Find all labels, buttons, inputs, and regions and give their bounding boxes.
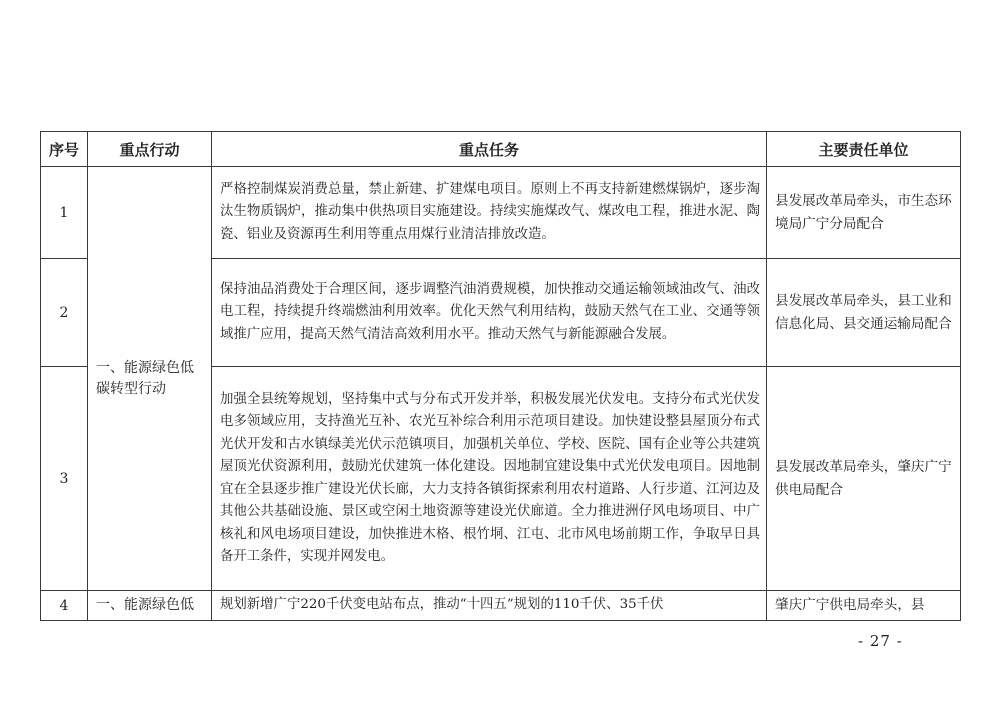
- page-number: - 27 -: [858, 632, 903, 650]
- row-action: 一、能源绿色低: [88, 591, 212, 621]
- row-index: 1: [41, 167, 88, 259]
- header-action: 重点行动: [88, 132, 212, 167]
- row-task: 严格控制煤炭消费总量，禁止新建、扩建煤电项目。原则上不再支持新建燃煤锅炉，逐步淘汰生物质锅炉，推动集中供热项目实施建设。持续实施煤改气、煤改电工程，推进水泥、陶瓷、铝业及资源再生利用等重点用煤行业清洁排放改造。: [212, 167, 767, 259]
- row-unit: 县发展改革局牵头，市生态环境局广宁分局配合: [767, 167, 961, 259]
- row-unit: 县发展改革局牵头，县工业和信息化局、县交通运输局配合: [767, 259, 961, 367]
- row-task: 保持油品消费处于合理区间，逐步调整汽油消费规模，加快推动交通运输领域油改气、油改电工程，持续提升终端燃油利用效率。优化天然气利用结构，鼓励天然气在工业、交通等领域推广应用，提高天然气清洁高效利用水平。推动天然气与新能源融合发展。: [212, 259, 767, 367]
- row-index: 2: [41, 259, 88, 367]
- row-task: 加强全县统筹规划，坚持集中式与分布式开发并举，积极发展光伏发电。支持分布式光伏发电多领域应用，支持渔光互补、农光互补综合利用示范项目建设。加快建设整县屋顶分布式光伏开发和古水镇绿美光伏示范镇项目，加强机关单位、学校、医院、国有企业等公共建筑屋顶光伏资源利用，鼓励光伏建筑一体化建设。因地制宜建设集中式光伏发电项目。因地制宜在全县逐步推广建设光伏长廊，大力支持各镇街探索利用农村道路、人行步道、江河边及其他公共基础设施、景区或空闲土地资源等建设光伏廊道。全力推进洲仔风电场项目、中广核礼和风电场项目建设，加快推进木格、根竹垌、江屯、北市风电场前期工作，争取早日具备开工条件，实现并网发电。: [212, 367, 767, 591]
- merged-action-cell: 一、能源绿色低碳转型行动: [88, 167, 212, 591]
- row-task: 规划新增广宁220千伏变电站布点，推动“十四五”规划的110千伏、35千伏: [212, 591, 767, 621]
- table-header-row: [41, 132, 961, 167]
- row-index: 3: [41, 367, 88, 591]
- row-index: 4: [41, 591, 88, 621]
- table-row: [41, 167, 961, 259]
- header-unit: 主要责任单位: [767, 132, 961, 167]
- row-unit: 县发展改革局牵头，肇庆广宁供电局配合: [767, 367, 961, 591]
- task-table: [40, 131, 961, 621]
- row-unit: 肇庆广宁供电局牵头，县: [767, 591, 961, 621]
- header-task: 重点任务: [212, 132, 767, 167]
- table-row: [41, 591, 961, 621]
- header-index: 序号: [41, 132, 88, 167]
